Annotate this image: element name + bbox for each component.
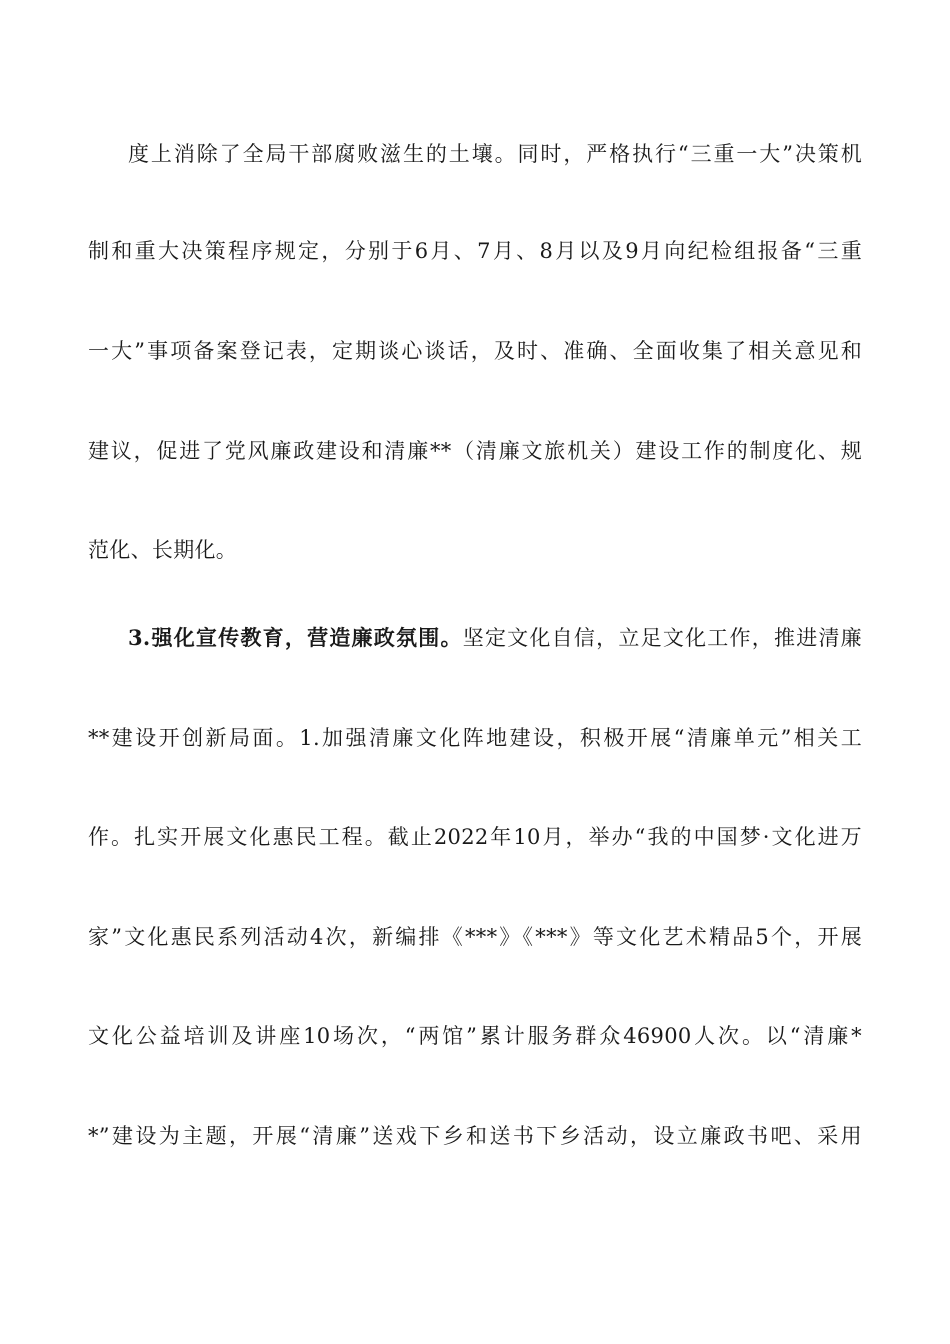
- paragraph-line: 家”文化惠民系列活动4次，新编排《***》《***》等文化艺术精品5个，开展: [88, 925, 862, 949]
- paragraph-line: 一大”事项备案登记表，定期谈心谈话，及时、准确、全面收集了相关意见和: [88, 339, 862, 363]
- section-heading: 3.强化宣传教育，营造廉政氛围。: [128, 625, 463, 650]
- paragraph-line: 作。扎实开展文化惠民工程。截止2022年10月，举办“我的中国梦·文化进万: [88, 825, 862, 849]
- paragraph-line: 度上消除了全局干部腐败滋生的土壤。同时，严格执行“三重一大”决策机: [128, 142, 862, 166]
- paragraph-line: 文化公益培训及讲座10场次，“两馆”累计服务群众46900人次。以“清廉*: [88, 1024, 862, 1048]
- section-heading-line: [128, 623, 862, 653]
- section-heading-rest: 坚定文化自信，立足文化工作，推进清廉: [462, 626, 862, 650]
- paragraph-line: *”建设为主题，开展“清廉”送戏下乡和送书下乡活动，设立廉政书吧、采用: [88, 1124, 862, 1148]
- paragraph-line: **建设开创新局面。1.加强清廉文化阵地建设，积极开展“清廉单元”相关工: [88, 726, 862, 750]
- paragraph-line: 范化、长期化。: [88, 538, 238, 562]
- paragraph-line: 制和重大决策程序规定，分别于6月、7月、8月以及9月向纪检组报备“三重: [88, 239, 862, 263]
- paragraph-line: 建议，促进了党风廉政建设和清廉**（清廉文旅机关）建设工作的制度化、规: [88, 439, 862, 463]
